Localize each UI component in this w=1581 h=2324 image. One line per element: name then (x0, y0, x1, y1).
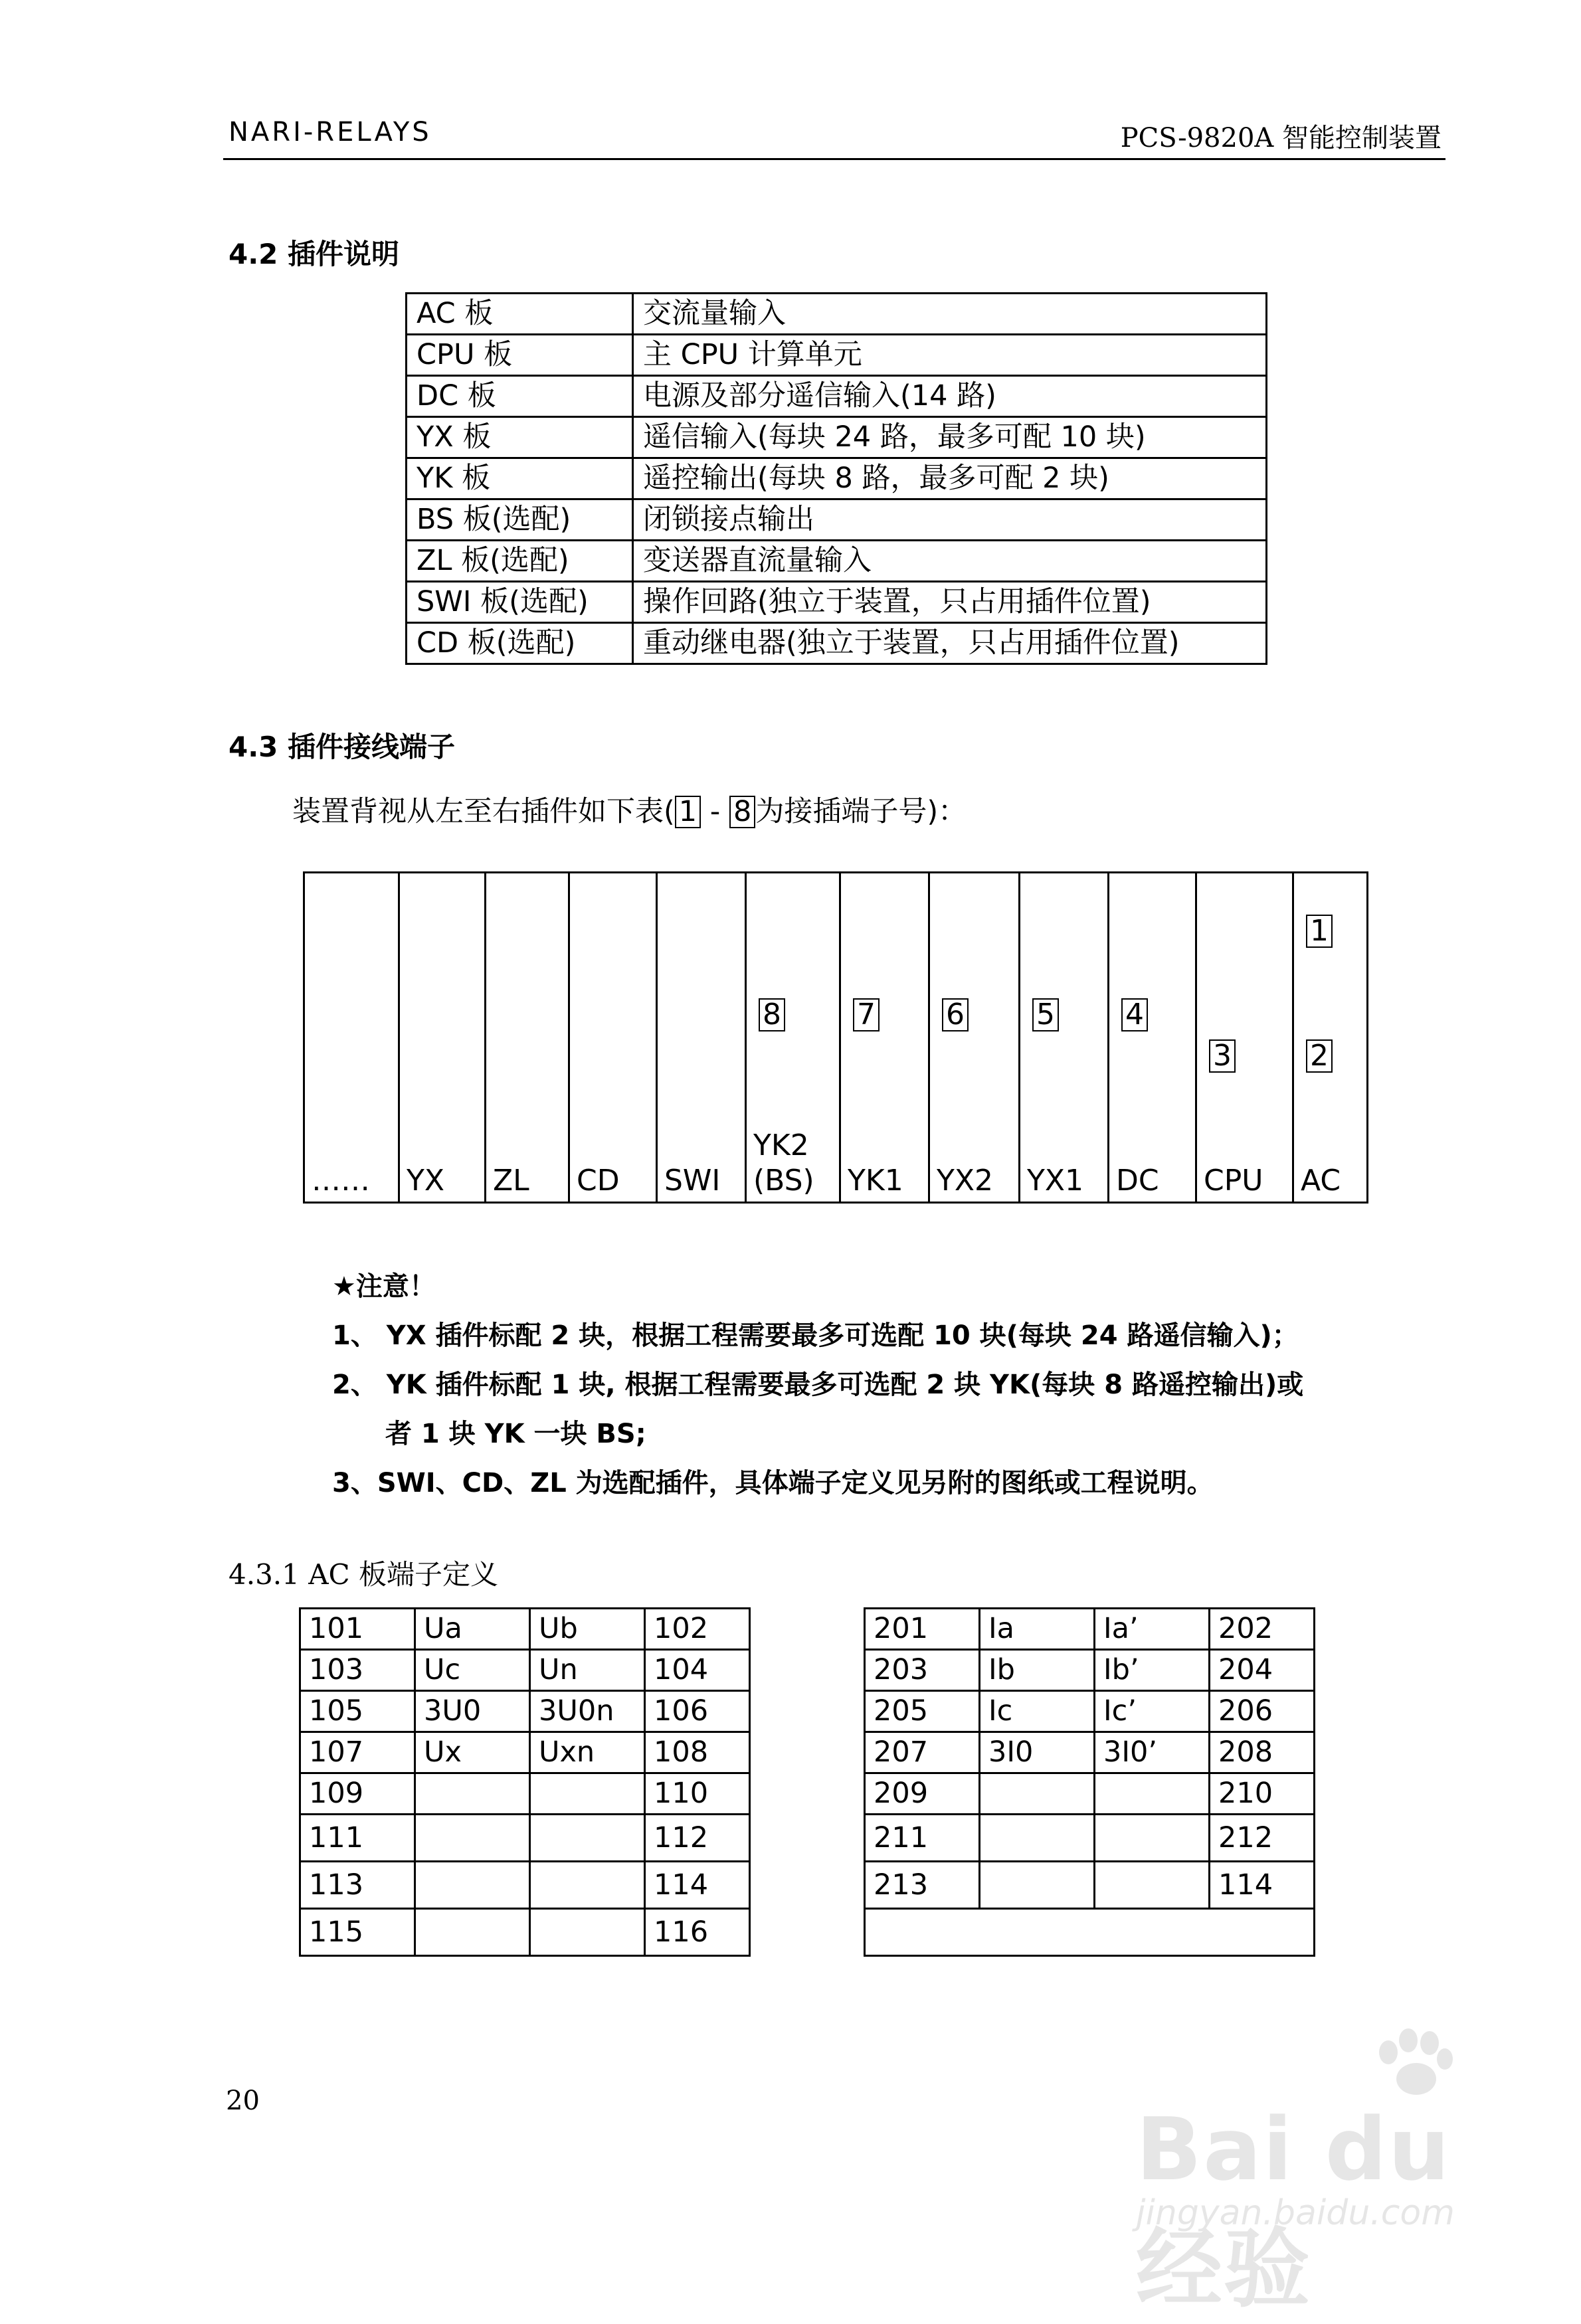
plugin-row (407, 541, 1267, 582)
slot-column (839, 873, 928, 1202)
slot-terminal-number: 2 (1306, 1039, 1333, 1073)
terminal-empty-cell (865, 1909, 1315, 1956)
terminal-cell: 115 (300, 1909, 415, 1956)
terminal-cell (530, 1862, 645, 1909)
plugin-desc-cell: 遥控输出(每块 8 路，最多可配 2 块) (633, 458, 1267, 499)
terminal-cell (415, 1815, 530, 1862)
plugin-row (407, 458, 1267, 499)
intro-text-before: 装置背视从左至右插件如下表( (292, 795, 675, 828)
slot-column (745, 873, 839, 1202)
slot-label (664, 1164, 720, 1199)
notes-block (332, 1262, 1303, 1508)
slot-column (1195, 873, 1292, 1202)
terminal-row (865, 1773, 1315, 1815)
terminal-cell: 213 (865, 1862, 980, 1909)
slot-label-main: YX (407, 1164, 445, 1198)
terminal-cell: 202 (1210, 1609, 1315, 1650)
terminal-cell: Ua (415, 1609, 530, 1650)
terminal-cell: 211 (865, 1815, 980, 1862)
terminal-cell: Ic (980, 1691, 1095, 1732)
terminal-cell (980, 1773, 1095, 1815)
terminal-cell: 204 (1210, 1650, 1315, 1691)
terminal-cell: 108 (645, 1732, 750, 1773)
notes-title: ★注意！ (332, 1271, 436, 1302)
terminal-row (300, 1862, 750, 1909)
slot-terminal-number: 4 (1121, 998, 1148, 1031)
terminal-cell: 3I0 (980, 1732, 1095, 1773)
paw-icon (1368, 2026, 1455, 2099)
terminal-cell: 113 (300, 1862, 415, 1909)
terminal-cell (980, 1815, 1095, 1862)
terminal-row (865, 1815, 1315, 1862)
slot-label (1204, 1164, 1263, 1199)
plugin-desc-cell: 电源及部分遥信输入(14 路) (633, 376, 1267, 417)
plugin-name-cell: YX 板 (407, 417, 633, 458)
section-4-3-1-title: 4.3.1 AC 板端子定义 (229, 1558, 499, 1591)
terminal-cell: Ic’ (1095, 1691, 1210, 1732)
slot-label (407, 1164, 444, 1199)
terminal-cell: 105 (300, 1691, 415, 1732)
terminal-cell: Uc (415, 1650, 530, 1691)
plugin-desc-cell: 交流量输入 (633, 294, 1267, 335)
terminal-cell: 102 (645, 1609, 750, 1650)
terminal-cell: 114 (645, 1862, 750, 1909)
intro-text-after: 为接插端子号)： (755, 795, 967, 828)
terminal-cell: 208 (1210, 1732, 1315, 1773)
terminal-cell: Ub (530, 1609, 645, 1650)
terminal-cell: 201 (865, 1609, 980, 1650)
ac-terminal-table-right (864, 1607, 1315, 1957)
plugin-row (407, 294, 1267, 335)
plugin-row (407, 623, 1267, 664)
slot-label (848, 1164, 903, 1199)
slot-label (577, 1164, 620, 1199)
slot-label-main: …… (312, 1164, 370, 1198)
terminal-cell: Ib’ (1095, 1650, 1210, 1691)
plugin-name-cell: CD 板(选配) (407, 623, 633, 664)
intro-box-start: 1 (675, 796, 701, 828)
terminal-cell: 3U0 (415, 1691, 530, 1732)
plugin-name-cell: ZL 板(选配) (407, 541, 633, 582)
terminal-cell: Ux (415, 1732, 530, 1773)
terminal-cell: 101 (300, 1609, 415, 1650)
slot-terminal-number: 1 (1306, 915, 1333, 948)
plugin-name-cell: YK 板 (407, 458, 633, 499)
terminal-cell (415, 1909, 530, 1956)
plugin-name-cell: AC 板 (407, 294, 633, 335)
slot-label-main: YK1 (848, 1164, 903, 1198)
slot-label-main: SWI (664, 1164, 721, 1198)
plugin-name-cell: SWI 板(选配) (407, 582, 633, 623)
slot-intro (292, 789, 967, 830)
page-number: 20 (226, 2086, 260, 2116)
terminal-cell: 110 (645, 1773, 750, 1815)
slot-column (1292, 873, 1370, 1202)
slot-terminal-number: 8 (759, 998, 785, 1031)
terminal-cell: 106 (645, 1691, 750, 1732)
slot-label-main: CD (577, 1164, 620, 1198)
header-product: PCS-9820A 智能控制装置 (1120, 123, 1442, 153)
slot-label-main: (BS) (753, 1164, 814, 1198)
terminal-row (865, 1650, 1315, 1691)
terminal-cell: 205 (865, 1691, 980, 1732)
slot-terminal-number: 6 (942, 998, 969, 1031)
terminal-row (865, 1691, 1315, 1732)
baidu-watermark (1123, 2019, 1495, 2319)
header-rule (223, 158, 1445, 160)
terminal-cell: Uxn (530, 1732, 645, 1773)
terminal-cell (530, 1815, 645, 1862)
terminal-cell: Ia’ (1095, 1609, 1210, 1650)
slot-column (305, 873, 398, 1202)
plugin-name-cell: CPU 板 (407, 335, 633, 376)
slot-column (1018, 873, 1107, 1202)
terminal-cell: 104 (645, 1650, 750, 1691)
slot-label-main: AC (1301, 1164, 1341, 1198)
plugin-desc-cell: 闭锁接点输出 (633, 499, 1267, 541)
slot-label (1116, 1164, 1159, 1199)
terminal-cell: 209 (865, 1773, 980, 1815)
terminal-row (300, 1691, 750, 1732)
slot-label (493, 1164, 529, 1199)
plugin-row (407, 582, 1267, 623)
terminal-row-empty (865, 1909, 1315, 1956)
header-brand: NARI-RELAYS (229, 117, 432, 147)
note-2: 2、 YK 插件标配 1 块, 根据工程需要最多可选配 2 块 YK(每块 8 路遥控输出)或 (332, 1370, 1304, 1400)
terminal-row (300, 1815, 750, 1862)
terminal-row (865, 1862, 1315, 1909)
terminal-row (300, 1650, 750, 1691)
note-3: 3、SWI、CD、ZL 为选配插件，具体端子定义见另附的图纸或工程说明。 (332, 1468, 1214, 1498)
terminal-cell: 114 (1210, 1862, 1315, 1909)
slot-column (398, 873, 484, 1202)
terminal-cell (1095, 1815, 1210, 1862)
ac-terminal-table-left (299, 1607, 751, 1957)
terminal-cell (415, 1862, 530, 1909)
terminal-cell (980, 1862, 1095, 1909)
terminal-cell (415, 1773, 530, 1815)
terminal-cell (530, 1909, 645, 1956)
terminal-cell: 207 (865, 1732, 980, 1773)
slot-label (753, 1128, 814, 1199)
slot-label (1301, 1164, 1341, 1199)
section-4-2-title: 4.2 插件说明 (229, 238, 400, 270)
terminal-cell: 109 (300, 1773, 415, 1815)
terminal-cell: 210 (1210, 1773, 1315, 1815)
terminal-row (300, 1732, 750, 1773)
plugin-table (405, 292, 1267, 665)
plugin-row (407, 417, 1267, 458)
slot-label (937, 1164, 993, 1199)
terminal-row (865, 1609, 1315, 1650)
slot-label-main: YX2 (937, 1164, 994, 1198)
watermark-brand: Bai du 经验 (1136, 2099, 1451, 2319)
slot-label (1027, 1164, 1083, 1199)
plugin-row (407, 499, 1267, 541)
terminal-cell: 203 (865, 1650, 980, 1691)
slot-terminal-number: 5 (1032, 998, 1059, 1031)
slot-label-main: YX1 (1027, 1164, 1084, 1198)
terminal-cell: Ia (980, 1609, 1095, 1650)
plugin-name-cell: BS 板(选配) (407, 499, 633, 541)
plugin-row (407, 376, 1267, 417)
terminal-row (865, 1732, 1315, 1773)
slot-label-main: ZL (493, 1164, 529, 1198)
terminal-cell: 107 (300, 1732, 415, 1773)
terminal-cell: 103 (300, 1650, 415, 1691)
plugin-desc-cell: 变送器直流量输入 (633, 541, 1267, 582)
section-4-3-title: 4.3 插件接线端子 (229, 731, 456, 763)
terminal-cell: 112 (645, 1815, 750, 1862)
slot-label (312, 1164, 370, 1199)
terminal-row (300, 1609, 750, 1650)
terminal-row (300, 1773, 750, 1815)
plugin-name-cell: DC 板 (407, 376, 633, 417)
slot-column (568, 873, 656, 1202)
terminal-cell: 206 (1210, 1691, 1315, 1732)
terminal-cell (1095, 1862, 1210, 1909)
terminal-cell (1095, 1773, 1210, 1815)
intro-dash: - (701, 795, 729, 828)
plugin-desc-cell: 操作回路(独立于装置，只占用插件位置) (633, 582, 1267, 623)
note-2-cont: 者 1 块 YK 一块 BS; (385, 1419, 646, 1449)
slot-terminal-number: 3 (1209, 1039, 1236, 1073)
terminal-cell: Ib (980, 1650, 1095, 1691)
note-1: 1、 YX 插件标配 2 块，根据工程需要最多可选配 10 块(每块 24 路遥信输入)； (332, 1320, 1299, 1351)
slot-column (1107, 873, 1195, 1202)
terminal-cell: 111 (300, 1815, 415, 1862)
slot-column (928, 873, 1018, 1202)
intro-box-end: 8 (729, 796, 755, 828)
terminal-row (300, 1909, 750, 1956)
watermark-url: jingyan.baidu.com (1136, 2193, 1455, 2233)
terminal-cell: 212 (1210, 1815, 1315, 1862)
slot-diagram (303, 871, 1368, 1204)
slot-column (656, 873, 745, 1202)
slot-label-main: DC (1116, 1164, 1159, 1198)
slot-label-main: CPU (1204, 1164, 1263, 1198)
plugin-desc-cell: 主 CPU 计算单元 (633, 335, 1267, 376)
plugin-desc-cell: 遥信输入(每块 24 路，最多可配 10 块) (633, 417, 1267, 458)
slot-terminal-number: 7 (853, 998, 880, 1031)
terminal-cell: 116 (645, 1909, 750, 1956)
terminal-cell: 3U0n (530, 1691, 645, 1732)
plugin-desc-cell: 重动继电器(独立于装置，只占用插件位置) (633, 623, 1267, 664)
terminal-cell (530, 1773, 645, 1815)
terminal-cell: Un (530, 1650, 645, 1691)
slot-column (484, 873, 568, 1202)
terminal-cell: 3I0’ (1095, 1732, 1210, 1773)
slot-label-top: YK2 (753, 1128, 809, 1163)
plugin-row (407, 335, 1267, 376)
